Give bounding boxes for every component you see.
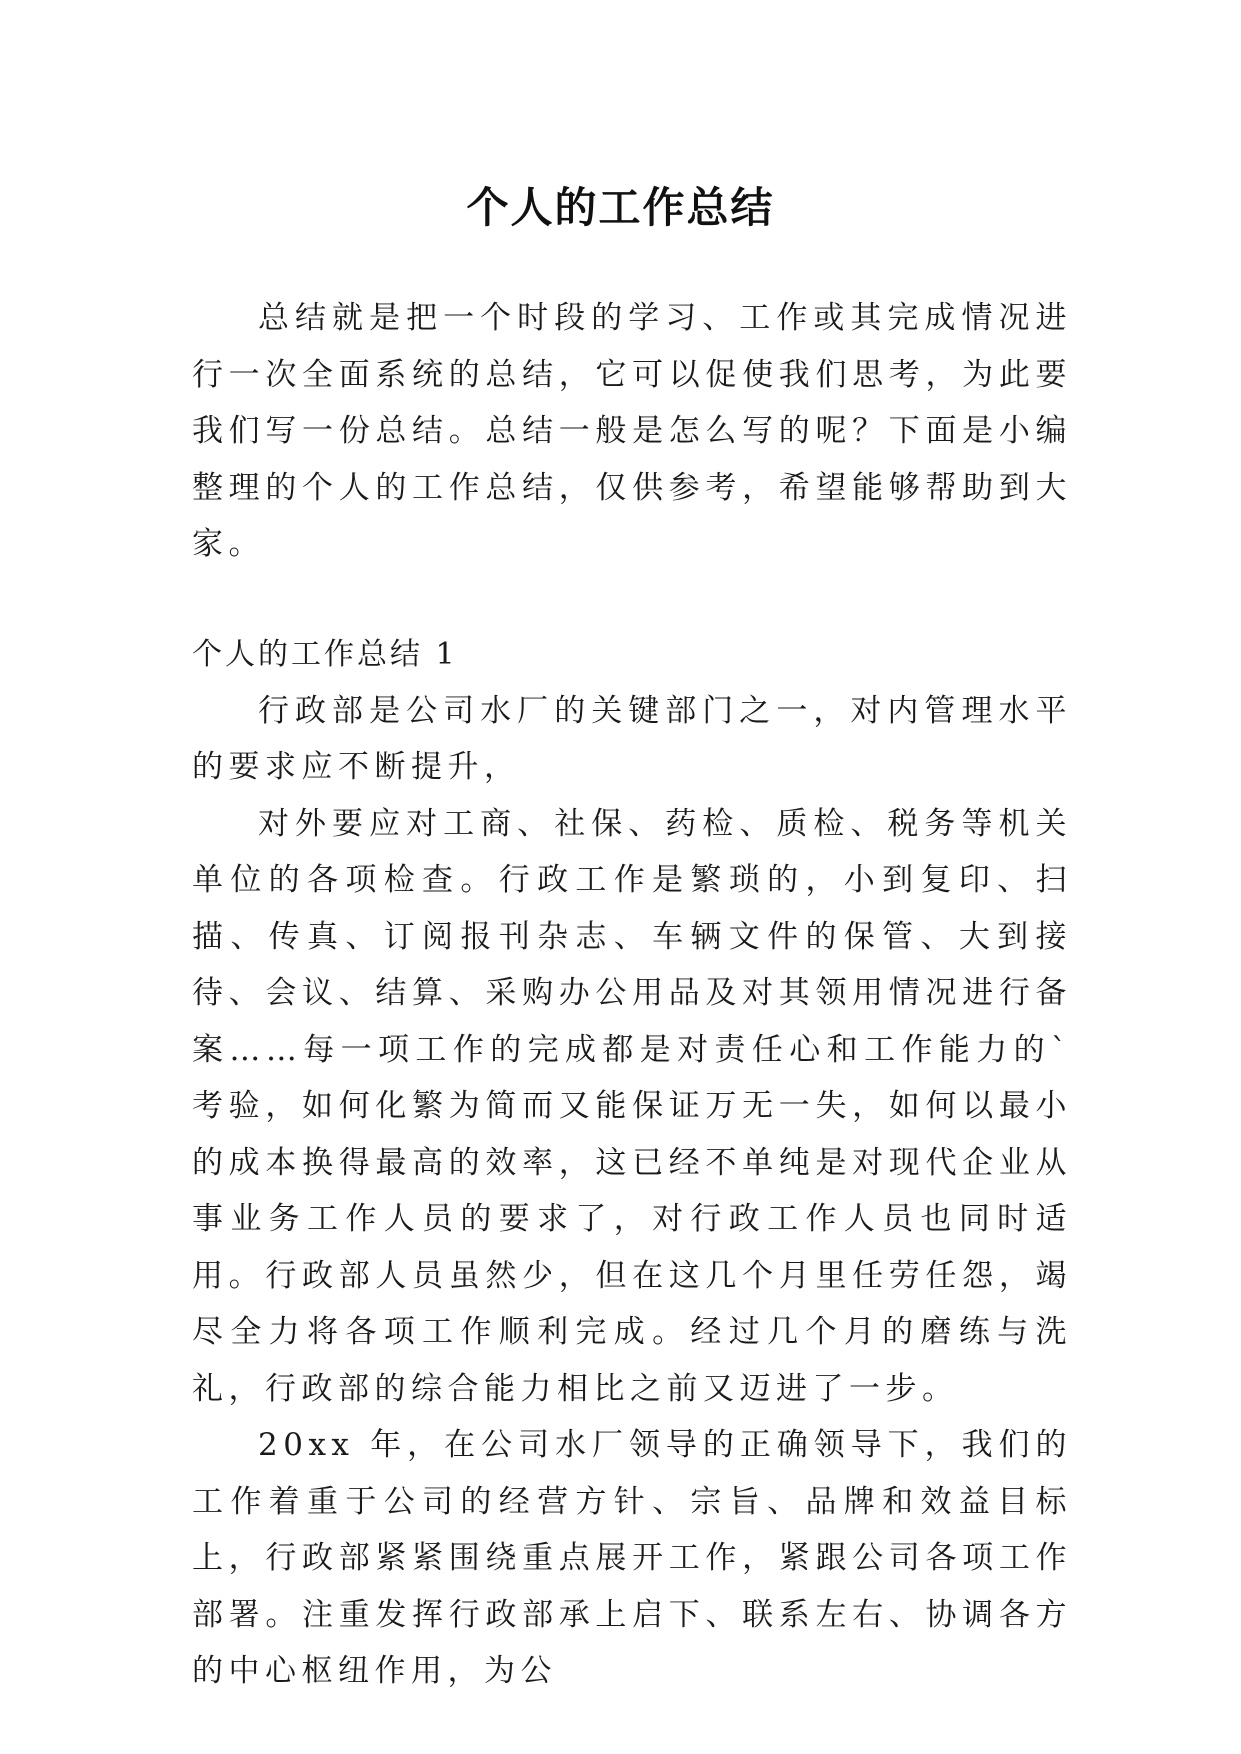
section-heading: 个人的工作总结 1 [192,636,458,672]
intro-paragraph: 总结就是把一个时段的学习、工作或其完成情况进行一次全面系统的总结，它可以促使我们思考，为此要我们写一份总结。总结一般是怎么写的呢？下面是小编整理的个人的工作总结，仅供参考，希望能够帮助到大家。 [192,300,1072,562]
body-paragraph-3: 20xx 年，在公司水厂领导的正确领导下，我们的工作着重于公司的经营方针、宗旨、品牌和效益目标上，行政部紧紧围绕重点展开工作，紧跟公司各项工作部署。注重发挥行政部承上启下、联系左右、协调各方的中心枢纽作用，为公 [192,1427,1072,1689]
body-paragraph-2: 对外要应对工商、社保、药检、质检、税务等机关单位的各项检查。行政工作是繁琐的，小到复印、扫描、传真、订阅报刊杂志、车辆文件的保管、大到接待、会议、结算、采购办公用品及对其领用情况进行备案……每一项工作的完成都是对责任心和工作能力的`考验，如何化繁为简而又能保证万无一失，如何以最小的成本换得最高的效率，这已经不单纯是对现代企业从事业务工作人员的要求了，对行政工作人员也同时适用。行政部人员虽然少，但在这几个月里任劳任怨，竭尽全力将各项工作顺利完成。经过几个月的磨练与洗礼，行政部的综合能力相比之前又迈进了一步。 [192,805,1072,1407]
document-title: 个人的工作总结 [466,183,775,233]
document-body [192,290,1072,1700]
body-paragraph-1: 行政部是公司水厂的关键部门之一，对内管理水平的要求应不断提升， [192,692,1072,785]
